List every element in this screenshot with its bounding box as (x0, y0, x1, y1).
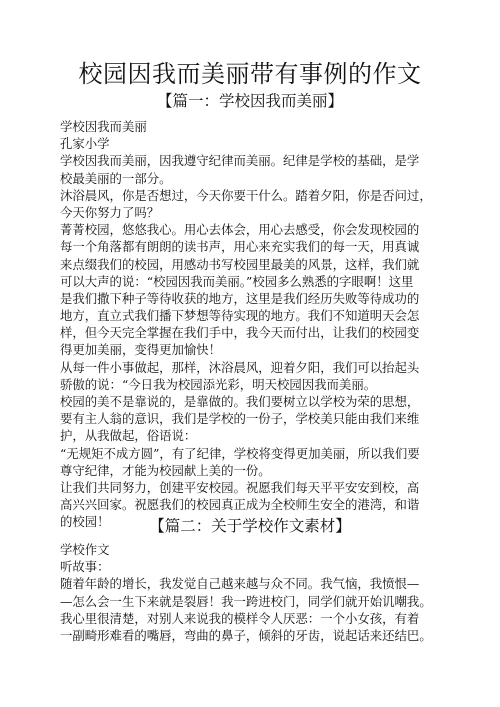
text-line: 校园的美不是靠说的，是靠做的。我们要树立以学校为荣的思想， (60, 394, 420, 409)
text-line: 学校作文 (60, 542, 110, 557)
text-line: 来点缀我们的校园，用感动书写校园里最美的风景，这样，我们就 (60, 256, 420, 272)
text-line: 一副畸形难看的嘴唇，弯曲的鼻子，倾斜的牙齿，说起话来还结巴。 (60, 627, 432, 643)
section-heading-2: 【篇二：关于学校作文素材】 (149, 517, 351, 535)
document-title: 校园因我而美丽带有事例的作文 (78, 60, 422, 88)
section-heading-1: 【篇一：学校因我而美丽】 (156, 92, 343, 110)
section-body-1 (60, 118, 444, 531)
text-line: 护，从我做起，俗语说： (60, 428, 197, 444)
text-line: 骄傲的说：“今日我为校园添光彩，明天校园因我而美丽。 (60, 376, 377, 392)
text-line: 今天你努力了吗？ (60, 204, 160, 220)
text-line: 让我们共同努力，创建平安校园。祝愿我们每天平平安安到校，高 (60, 479, 420, 495)
text-line: —怎么会一生下来就是裂唇！我一跨进校门，同学们就开始讥嘲我。 (60, 593, 432, 609)
text-line: 地方，直立式我们播下梦想等待实现的地方。我们不知道明天会怎 (60, 308, 420, 324)
text-line: 是我们撒下种子等待收获的地方，这里是我们经历失败等待成功的 (60, 290, 420, 306)
text-line: “无规矩不成方圆”，有了纪律，学校将变得更加美丽，所以我们要 (60, 445, 420, 461)
text-line: 校最美丽的一部分。 (60, 170, 172, 186)
text-line: 要有主人翁的意识，我们是学校的一份子，学校美只能由我们来维 (60, 411, 420, 427)
text-line: 听故事： (60, 559, 110, 575)
text-line: 孔家小学 (60, 136, 110, 152)
text-line: 沐浴晨风，你是否想过，今天你要干什么。踏着夕阳，你是否问过， (60, 187, 432, 203)
text-line: 学校因我而美丽，因我遵守纪律而美丽。纪律是学校的基础，是学 (60, 153, 420, 169)
text-line: 随着年龄的增长，我发觉自己越来越与众不同。我气恼，我愤恨— (60, 576, 420, 592)
text-line: 我心里很清楚，对别人来说我的模样令人厌恶：一个小女孩，有着 (60, 610, 420, 626)
text-line: 从每一件小事做起，那样，沐浴晨风，迎着夕阳，我们可以抬起头 (60, 359, 420, 375)
text-line: 每一个角落都有朗朗的读书声，用心来充实我们的每一天，用真诚 (60, 239, 420, 255)
text-line: 菁菁校园，悠悠我心。用心去体会，用心去感受，你会发现校园的 (60, 222, 420, 238)
text-line: 尊守纪律，才能为校园献上美的一份。 (60, 462, 271, 478)
text-line: 样，但今天完全掌握在我们手中，我今天而付出，让我们的校园变 (60, 325, 420, 341)
text-line: 高兴兴回家。祝愿我们的校园真正成为全校师生安全的港湾，和谐 (60, 497, 420, 513)
section-body-2 (60, 541, 444, 644)
text-line: 学校因我而美丽 (60, 119, 147, 134)
text-line: 可以大声的说：“校园因我而美丽。”校园多么熟悉的字眼啊！这里 (60, 273, 414, 289)
text-line: 的校园！ (60, 514, 110, 530)
text-line: 得更加美丽，变得更加愉快！ (60, 342, 222, 358)
